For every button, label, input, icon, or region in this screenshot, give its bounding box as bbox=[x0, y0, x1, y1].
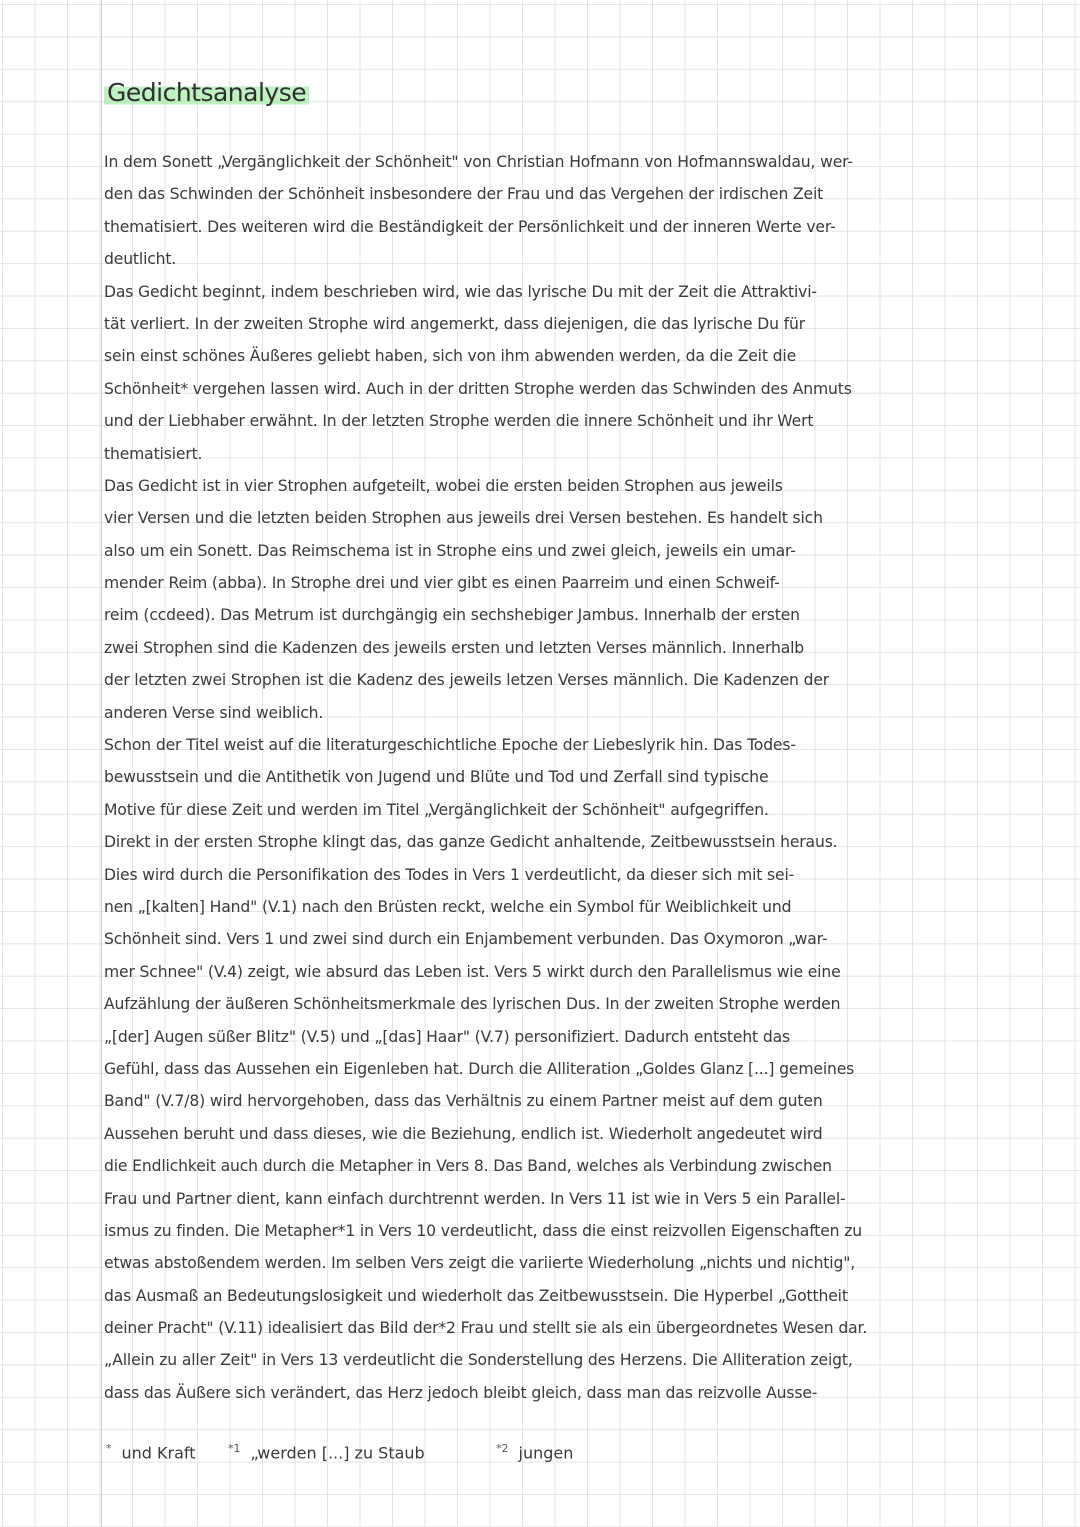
text-line: mender Reim (abba). In Strophe drei und vier gibt es einen Paarreim und einen Schweif- bbox=[104, 574, 780, 593]
footnote-mark: *2 bbox=[496, 1442, 509, 1455]
text-line: Schönheit* vergehen lassen wird. Auch in der dritten Strophe werden das Schwinden des Anmuts bbox=[104, 379, 852, 398]
text-line: Aufzählung der äußeren Schönheitsmerkmale des lyrischen Dus. In der zweiten Strophe werden bbox=[104, 995, 841, 1014]
text-line: der letzten zwei Strophen ist die Kadenz des jeweils letzen Verses männlich. Die Kadenzen der bbox=[104, 671, 830, 690]
text-line: mer Schnee" (V.4) zeigt, wie absurd das Leben ist. Vers 5 wirkt durch den Parallelismus wie eine bbox=[104, 962, 841, 981]
text-line: reim (ccdeed). Das Metrum ist durchgängig ein sechshebiger Jambus. Innerhalb der ersten bbox=[104, 606, 800, 625]
text-line: thematisiert. bbox=[104, 444, 203, 463]
footnotes bbox=[0, 1442, 1080, 1482]
margin-line bbox=[101, 0, 102, 1527]
text-line: tät verliert. In der zweiten Strophe wird angemerkt, dass diejenigen, die das lyrische Du für bbox=[104, 314, 805, 333]
text-line: etwas abstoßendem werden. Im selben Vers zeigt die variierte Wiederholung „nichts und nichtig", bbox=[104, 1254, 856, 1273]
footnote-text: jungen bbox=[518, 1443, 574, 1463]
text-line: Das Gedicht ist in vier Strophen aufgeteilt, wobei die ersten beiden Strophen aus jeweils bbox=[104, 476, 783, 495]
text-line: Schon der Titel weist auf die literaturgeschichtliche Epoche der Liebeslyrik hin. Das Todes- bbox=[104, 736, 796, 755]
text-line: deiner Pracht" (V.11) idealisiert das Bild der*2 Frau und stellt sie als ein übergeordnetes Wesen dar. bbox=[104, 1319, 868, 1338]
text-line: also um ein Sonett. Das Reimschema ist in Strophe eins und zwei gleich, jeweils ein umar- bbox=[104, 541, 796, 560]
text-line: Dies wird durch die Personifikation des Todes in Vers 1 verdeutlicht, da dieser sich mit sei- bbox=[104, 865, 795, 884]
text-line: nen „[kalten] Hand" (V.1) nach den Brüsten reckt, welche ein Symbol für Weiblichkeit und bbox=[104, 897, 792, 916]
footnote-3 bbox=[496, 1442, 573, 1462]
text-line: „[der] Augen süßer Blitz" (V.5) und „[das] Haar" (V.7) personifiziert. Dadurch entsteht das bbox=[104, 1027, 790, 1046]
text-line: dass das Äußere sich verändert, das Herz jedoch bleibt gleich, dass man das reizvolle Ausse- bbox=[104, 1383, 818, 1402]
text-line: Das Gedicht beginnt, indem beschrieben wird, wie das lyrische Du mit der Zeit die Attraktivi- bbox=[104, 282, 817, 301]
text-line: bewusstsein und die Antithetik von Jugend und Blüte und Tod und Zerfall sind typische bbox=[104, 768, 769, 787]
text-line: thematisiert. Des weiteren wird die Beständigkeit der Persönlichkeit und der inneren Werte ver- bbox=[104, 217, 836, 236]
text-line: Schönheit sind. Vers 1 und zwei sind durch ein Enjambement verbunden. Das Oxymoron „war- bbox=[104, 930, 828, 949]
text-line: Band" (V.7/8) wird hervorgehoben, dass das Verhältnis zu einem Partner meist auf dem guten bbox=[104, 1092, 823, 1111]
footnote-text: „werden [...] zu Staub bbox=[250, 1443, 425, 1463]
text-line: das Ausmaß an Bedeutungslosigkeit und wiederholt das Zeitbewusstsein. Die Hyperbel „Gottheit bbox=[104, 1286, 848, 1305]
text-line: Motive für diese Zeit und werden im Titel „Vergänglichkeit der Schönheit" aufgegriffen. bbox=[104, 800, 769, 819]
text-line: anderen Verse sind weiblich. bbox=[104, 703, 324, 722]
footnote-2 bbox=[228, 1442, 425, 1462]
text-line: deutlicht. bbox=[104, 250, 177, 269]
text-line: den das Schwinden der Schönheit insbesondere der Frau und das Vergehen der irdischen Zeit bbox=[104, 185, 824, 204]
text-line: Direkt in der ersten Strophe klingt das, das ganze Gedicht anhaltende, Zeitbewusstsein heraus. bbox=[104, 833, 838, 852]
text-line: In dem Sonett „Vergänglichkeit der Schönheit" von Christian Hofmann von Hofmannswaldau, wer- bbox=[104, 153, 853, 171]
footnote-text: und Kraft bbox=[121, 1443, 196, 1463]
text-line: die Endlichkeit auch durch die Metapher in Vers 8. Das Band, welches als Verbindung zwischen bbox=[104, 1157, 832, 1176]
text-line: ismus zu finden. Die Metapher*1 in Vers 10 verdeutlicht, dass die einst reizvollen Eigenschaften zu bbox=[104, 1221, 862, 1240]
text-line: zwei Strophen sind die Kadenzen des jeweils ersten und letzten Verses männlich. Innerhalb bbox=[104, 638, 805, 657]
footnote-mark: * bbox=[106, 1442, 112, 1455]
text-line: sein einst schönes Äußeres geliebt haben, sich von ihm abwenden werden, da die Zeit die bbox=[104, 347, 797, 366]
text-line: Frau und Partner dient, kann einfach durchtrennt werden. In Vers 11 ist wie in Vers 5 ein Parallel- bbox=[104, 1189, 846, 1208]
page-title: Gedichtsanalyse bbox=[104, 78, 309, 107]
text-line: Aussehen beruht und dass dieses, wie die Beziehung, endlich ist. Wiederholt angedeutet wird bbox=[104, 1124, 823, 1143]
text-line: „Allein zu aller Zeit" in Vers 13 verdeutlicht die Sonderstellung des Herzens. Die Alliteration zeigt, bbox=[104, 1351, 853, 1370]
footnote-mark: *1 bbox=[228, 1442, 241, 1455]
analysis-text bbox=[104, 146, 984, 1409]
text-line: vier Versen und die letzten beiden Strophen aus jeweils drei Versen bestehen. Es handelt sich bbox=[104, 509, 823, 528]
text-line: Gefühl, dass das Aussehen ein Eigenleben hat. Durch die Alliteration „Goldes Glanz [...] gemeines bbox=[104, 1059, 855, 1078]
text-line: und der Liebhaber erwähnt. In der letzten Strophe werden die innere Schönheit und ihr Wert bbox=[104, 412, 814, 431]
footnote-1 bbox=[106, 1442, 196, 1462]
